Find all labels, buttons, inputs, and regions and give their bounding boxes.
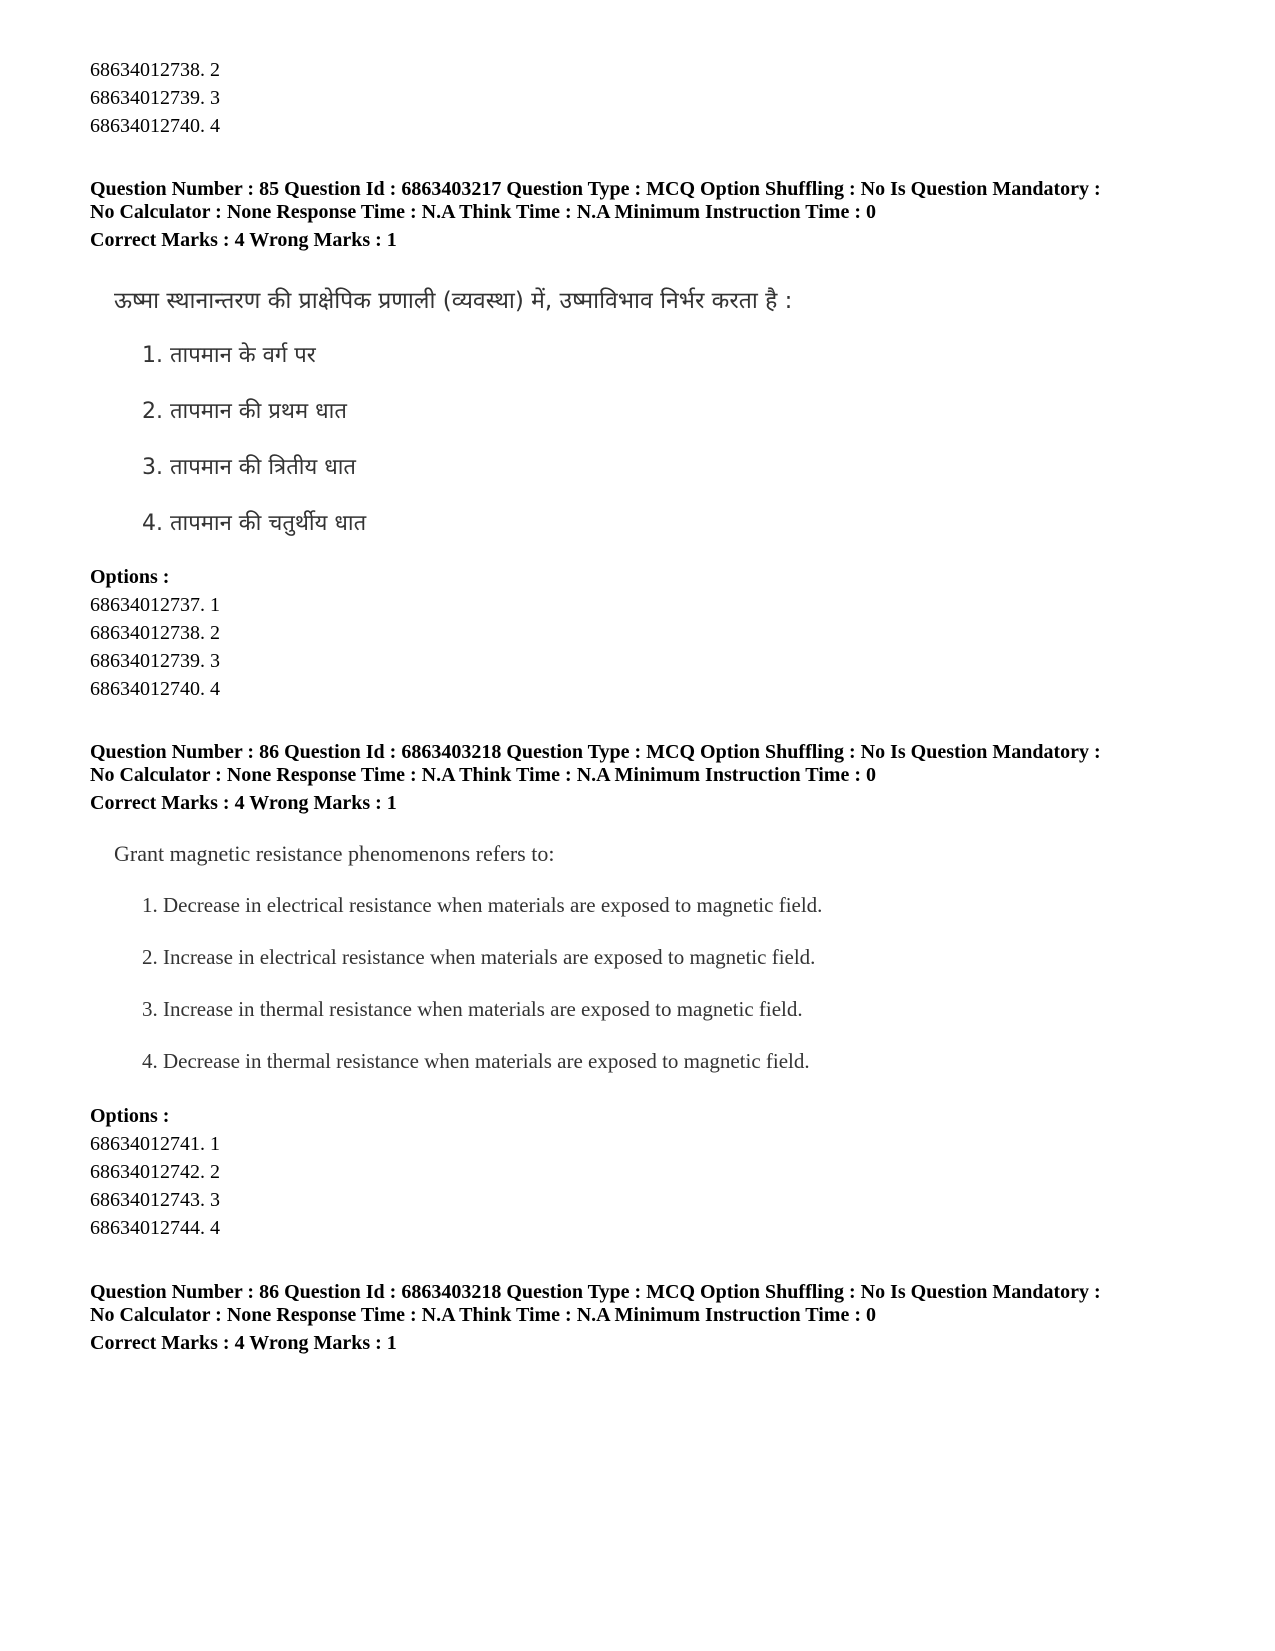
option-line: 68634012739. 3 xyxy=(90,87,220,109)
option-line: 68634012742. 2 xyxy=(90,1161,220,1183)
question-choice: 2. Increase in electrical resistance when materials are exposed to magnetic field. xyxy=(142,945,816,969)
options-label: Options : xyxy=(90,1105,170,1127)
question-marks: Correct Marks : 4 Wrong Marks : 1 xyxy=(90,1332,397,1354)
question-choice: 4. तापमान की चतुर्थीय धात xyxy=(142,511,367,536)
question-marks: Correct Marks : 4 Wrong Marks : 1 xyxy=(90,792,397,814)
option-line: 68634012741. 1 xyxy=(90,1133,220,1155)
question-choice: 1. Decrease in electrical resistance when materials are exposed to magnetic field. xyxy=(142,893,823,917)
option-line: 68634012738. 2 xyxy=(90,59,220,81)
option-line: 68634012740. 4 xyxy=(90,678,220,700)
question-header: No Calculator : None Response Time : N.A Think Time : N.A Minimum Instruction Time : 0 xyxy=(90,1304,876,1326)
question-choice: 2. तापमान की प्रथम धात xyxy=(142,399,347,424)
question-marks: Correct Marks : 4 Wrong Marks : 1 xyxy=(90,229,397,251)
options-label: Options : xyxy=(90,566,170,588)
question-header: Question Number : 85 Question Id : 6863403217 Question Type : MCQ Option Shuffling : No Is Question Mandatory : xyxy=(90,178,1101,200)
option-line: 68634012737. 1 xyxy=(90,594,220,616)
question-header: Question Number : 86 Question Id : 6863403218 Question Type : MCQ Option Shuffling : No Is Question Mandatory : xyxy=(90,1281,1101,1303)
option-line: 68634012743. 3 xyxy=(90,1189,220,1211)
option-line: 68634012740. 4 xyxy=(90,115,220,137)
question-stem: ऊष्मा स्थानान्तरण की प्राक्षेपिक प्रणाली (व्यवस्था) में, उष्माविभाव निर्भर करता है : xyxy=(114,288,793,314)
option-line: 68634012744. 4 xyxy=(90,1217,220,1239)
question-choice: 1. तापमान के वर्ग पर xyxy=(142,343,316,368)
option-line: 68634012738. 2 xyxy=(90,622,220,644)
question-header: No Calculator : None Response Time : N.A Think Time : N.A Minimum Instruction Time : 0 xyxy=(90,764,876,786)
question-choice: 3. Increase in thermal resistance when materials are exposed to magnetic field. xyxy=(142,997,803,1021)
question-stem: Grant magnetic resistance phenomenons refers to: xyxy=(114,841,555,866)
question-choice: 4. Decrease in thermal resistance when materials are exposed to magnetic field. xyxy=(142,1049,810,1073)
question-header: No Calculator : None Response Time : N.A Think Time : N.A Minimum Instruction Time : 0 xyxy=(90,201,876,223)
question-choice: 3. तापमान की त्रितीय धात xyxy=(142,455,356,480)
option-line: 68634012739. 3 xyxy=(90,650,220,672)
question-header: Question Number : 86 Question Id : 6863403218 Question Type : MCQ Option Shuffling : No Is Question Mandatory : xyxy=(90,741,1101,763)
